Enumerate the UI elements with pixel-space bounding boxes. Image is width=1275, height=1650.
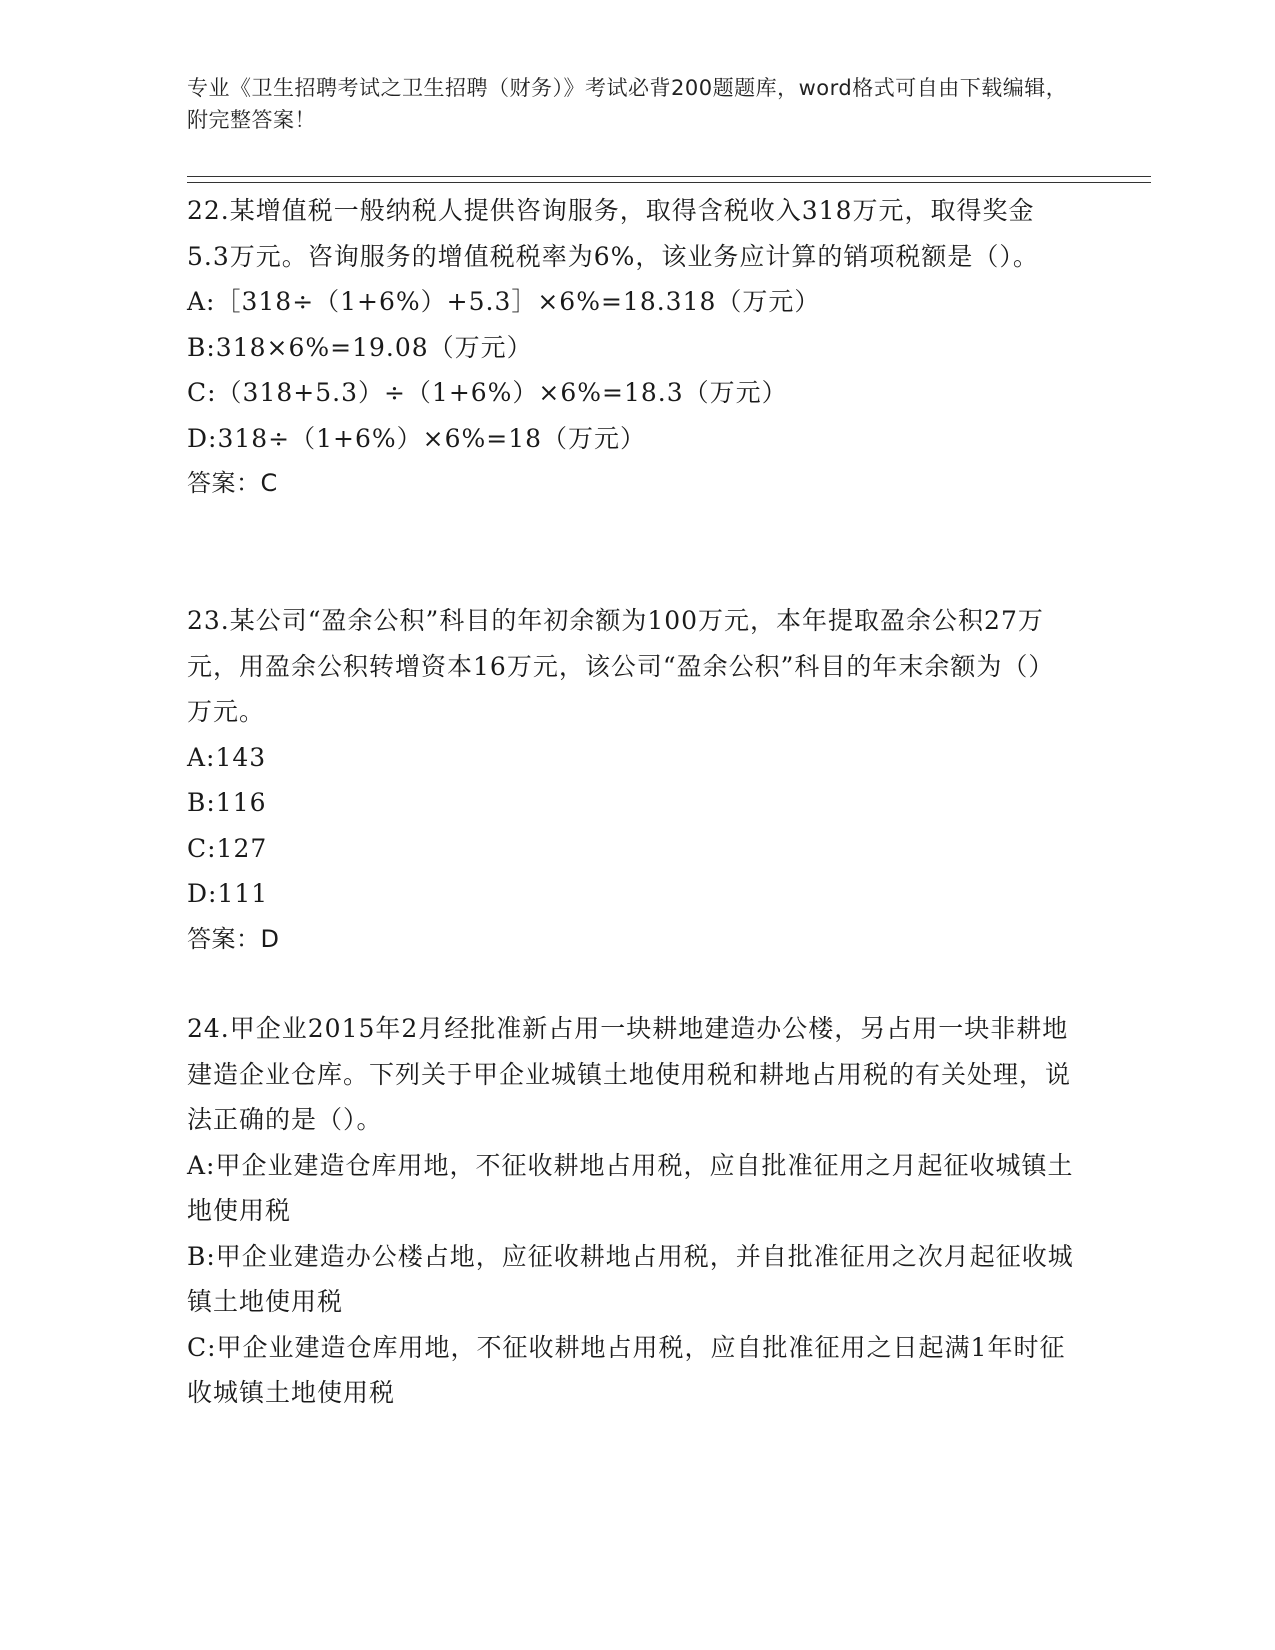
question-24: [187, 1006, 1077, 1416]
option-d: D:318÷（1+6%）×6%=18（万元）: [187, 423, 647, 453]
question-stem: 24.甲企业2015年2月经批准新占用一块耕地建造办公楼，另占用一块非耕地建造企业仓库。下列关于甲企业城镇土地使用税和耕地占用税的有关处理，说法正确的是（）。: [187, 1014, 1072, 1134]
question-stem: 22.某增值税一般纳税人提供咨询服务，取得含税收入318万元，取得奖金5.3万元。咨询服务的增值税税率为6%，该业务应计算的销项税额是（）。: [187, 196, 1039, 271]
document-header: 专业《卫生招聘考试之卫生招聘（财务）》考试必背200题题库，word格式可自由下载编辑，附完整答案！: [187, 76, 1068, 132]
option-a: A:甲企业建造仓库用地，不征收耕地占用税，应自批准征用之月起征收城镇土地使用税: [187, 1150, 1074, 1225]
header-divider-top: [187, 176, 1151, 177]
option-b: B:318×6%=19.08（万元）: [187, 332, 533, 362]
option-b: B:116: [187, 788, 267, 817]
option-c: C:（318+5.3）÷（1+6%）×6%=18.3（万元）: [187, 378, 788, 407]
option-c: C:甲企业建造仓库用地，不征收耕地占用税，应自批准征用之日起满1年时征收城镇土地使用税: [187, 1332, 1066, 1407]
answer-key: 答案：C: [187, 469, 278, 497]
answer-key: 答案：D: [187, 924, 280, 953]
option-d: D:111: [187, 879, 269, 908]
option-a: A:［318÷（1+6%）+5.3］×6%=18.318（万元）: [187, 287, 821, 316]
question-stem: 23.某公司“盈余公积”科目的年初余额为100万元，本年提取盈余公积27万元，用盈余公积转增资本16万元，该公司“盈余公积”科目的年末余额为（）万元。: [187, 606, 1055, 726]
question-22: [187, 188, 1077, 507]
header-divider-bottom: [187, 182, 1151, 183]
option-b: B:甲企业建造办公楼占地，应征收耕地占用税，并自批准征用之次月起征收城镇土地使用税: [187, 1241, 1074, 1316]
question-23: [187, 598, 1077, 962]
option-c: C:127: [187, 833, 268, 863]
option-a: A:143: [187, 742, 267, 772]
